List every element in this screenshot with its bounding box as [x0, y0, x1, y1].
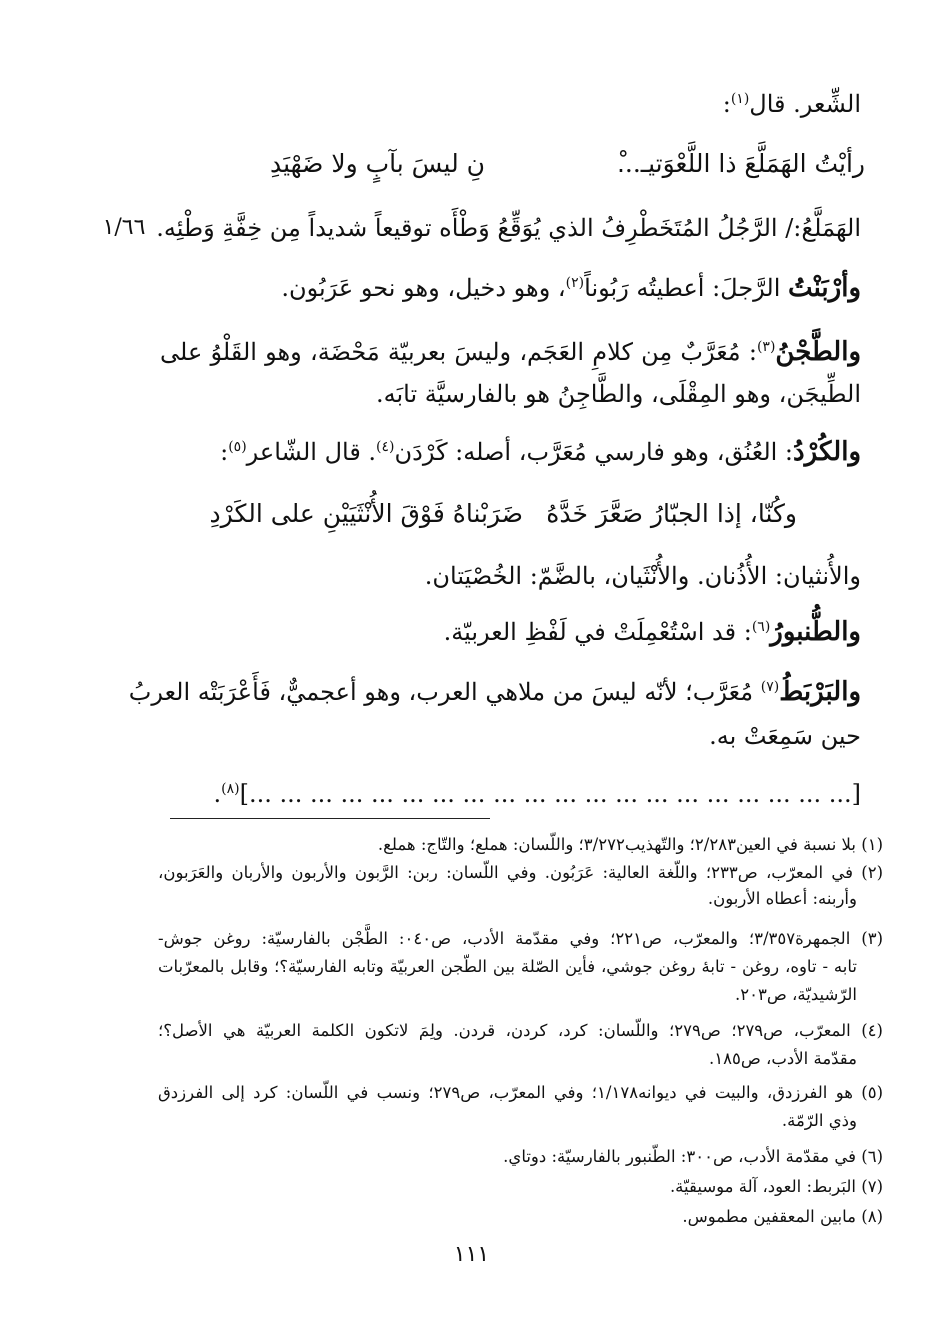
omission-line [170, 774, 861, 814]
footnote-number: (٥) [861, 1083, 884, 1102]
footnote-ref-6: (٦) [751, 619, 771, 635]
entry-text-kurd-mid: . قال الشّاعر [246, 438, 377, 466]
margin-reference: ١/٦٦ [102, 215, 146, 240]
entry-barbat-line-2: حين سَمِعَتْ به. [709, 722, 861, 750]
footnote-number: (٧) [861, 1177, 883, 1196]
entry-kurd [160, 432, 861, 472]
footnote-number: (٨) [861, 1207, 883, 1226]
entry-text-arbantu: الرَّجلَ: أعطيتُه رَبُوناً [584, 274, 781, 302]
footnote-ref-8: (٨) [221, 781, 240, 797]
footnote-separator [170, 818, 490, 819]
footnote-ref-1: (١) [730, 91, 750, 107]
footnote-ref-3: (٣) [756, 339, 776, 355]
footnote-number: (١) [861, 835, 883, 854]
page-number: ١١١ [453, 1242, 490, 1267]
footnote-text: المعرّب، ص٢٧٩؛ ص٢٧٩؛ واللّسان: كرد، كردن، قردن. ولِمَ لاتكون الكلمة العربيّة هي الأصل؟؛ [158, 1021, 851, 1040]
entry-text-hamallaa: الرَّجُلُ المُتَخَطْرِفُ الذي يُوَقِّعُ وَطْأَه توقيعاً شديداً مِن خِفَّةِ وَطْئِه. [156, 214, 778, 242]
verse-1-first-hemistich: رأيْتُ الهَمَلَّعَ ذا اللَّعْوَتيـ...ْ [616, 149, 865, 178]
entry-arbantu [160, 268, 861, 308]
footnote-ref-7: (٧) [760, 679, 780, 695]
entry-text-tajn-1: : مُعَرَّبٌ مِن كلامِ العَجَم، وليسَ بعربيّة مَحْضَة، وهو القَلْوُ على [160, 338, 757, 366]
footnote-2-line-1 [158, 860, 883, 886]
entry-head-hamallaa: الهَمَلَّعُ:/ [785, 214, 861, 242]
footnote-text: البَربط: العود، آلة موسيقيّة. [669, 1177, 856, 1196]
footnote-6-line-1 [158, 1144, 883, 1170]
footnote-text: بلا نسبة في العين٢/٢٨٣؛ والتّهذيب٣/٢٧٢؛ واللّسان: هملع؛ والتّاج: هملع. [377, 835, 856, 854]
verse-2-first-hemistich: وكُنّا، إذا الجبّارُ صَعَّرَ خَدَّهُ [546, 499, 797, 528]
omission-end: . [213, 780, 222, 808]
footnote-text: مابين المعقفين مطموس. [682, 1207, 856, 1226]
footnote-5-line-2: وذي الرّمّة. [781, 1111, 857, 1130]
entry-head-tunbur: والطُّنبورُ [770, 617, 861, 647]
footnote-5-line-1 [158, 1080, 883, 1106]
intro-line [160, 84, 861, 124]
footnote-1-line-1 [158, 832, 883, 858]
footnote-number: (٣) [861, 929, 883, 948]
entry-head-barbat: والبَرْبَطُ [779, 677, 861, 707]
entry-tunbur [160, 612, 861, 652]
entry-head-kurd: والكُرْدُ [793, 437, 861, 467]
footnote-2-line-2: وأربنه: أعطاه الأربون. [707, 889, 857, 908]
entry-unthayan: والأُنثيان: الأُذُنان. والأُنْثَيان، بالضَّمّ: الخُصْيَتان. [424, 562, 861, 590]
entry-head-arbantu: وأرْبَنْتُ [788, 273, 861, 303]
omission-ellipsis: [... ... ... ... ... ... ... ... ... ... ... ... ... ... ... ... ... ... ... ...] [239, 780, 861, 808]
footnote-text: هو الفرزدق، والبيت في ديوانه١/١٧٨؛ وفي المعرّب، ص٢٧٩؛ ونسب في اللّسان: كرد إلى الفرزدق [158, 1083, 853, 1102]
verse-1-second-hemistich: نِ ليسَ بآبٍ ولا ضَهْيَدِ [269, 149, 485, 178]
footnote-7-line-1 [158, 1174, 883, 1200]
entry-text-tunbur: : قد اسْتُعْمِلَتْ في لَفْظِ العربيّة. [443, 618, 752, 646]
verse-2-second-hemistich: ضَرَبْناهُ فَوْقَ الأُنْثَيَيْنِ على الكَرْدِ [209, 499, 523, 528]
footnote-text: في مقدّمة الأدب، ص٣٠٠: الطّنبور بالفارسيّة: دوتاي. [503, 1147, 856, 1166]
intro-colon: : [722, 90, 731, 118]
footnote-text: الجمهرة٣/٣٥٧؛ والمعرّب، ص٢٢١؛ وفي مقدّمة الأدب، ص٠٤٠: الطَّجْن بالفارسيّة: روغن جوش- [158, 929, 851, 948]
footnote-number: (٢) [861, 863, 884, 882]
footnote-3-line-1 [158, 926, 883, 952]
footnote-ref-4: (٤) [376, 439, 395, 455]
footnote-4-line-1 [158, 1018, 883, 1044]
footnote-ref-5: (٥) [228, 439, 247, 455]
footnote-number: (٦) [861, 1147, 883, 1166]
footnote-text: في المعرّب، ص٢٣٣؛ واللّغة العالية: عَرَبُون. وفي اللّسان: ربن: الرَّبون والأربون والأربان والعَرَبون، [158, 863, 853, 882]
footnote-3-line-3: الرّشيديّة، ص٢٠٣. [735, 985, 857, 1004]
footnote-3-line-2: تابه - تاوه، روغن - تابهٔ روغن جوشي، فأين الصّلة بين الطّجن العربيّة وتابه الفارسيّة؟؛ وقابل بالمعرّبات [158, 957, 857, 976]
intro-text: الشِّعر. قال [749, 90, 861, 118]
footnote-4-line-2: مقدّمة الأدب، ص١٨٥. [708, 1049, 857, 1068]
entry-text-barbat-1: مُعَرَّب؛ لأنّه ليسَ من ملاهي العرب، وهو أعجميٌّ، فَأَعْرَبَتْه العربُ [128, 678, 761, 706]
entry-barbat-line-1 [128, 672, 861, 712]
entry-text-kurd: : العُنُق، وهو فارسي مُعَرَّب، أصله: كَرْدَن [394, 438, 794, 466]
entry-text-arbantu-end: ، وهو دخيل، وهو نحو عَرَبُون. [281, 274, 566, 302]
entry-text-kurd-end: : [220, 438, 229, 466]
footnote-8-line-1 [158, 1204, 883, 1230]
entry-head-tajn: والطَّجْنُ [775, 337, 862, 367]
footnote-number: (٤) [861, 1021, 883, 1040]
entry-tajn-line-1 [160, 332, 861, 372]
entry-hamallaa [156, 208, 861, 248]
entry-tajn-line-2: الطِّيجَن، وهو المِقْلَى، والطَّاجِنُ هو بالفارسيَّة تابَه. [376, 380, 861, 408]
footnote-ref-2: (٢) [565, 275, 585, 291]
